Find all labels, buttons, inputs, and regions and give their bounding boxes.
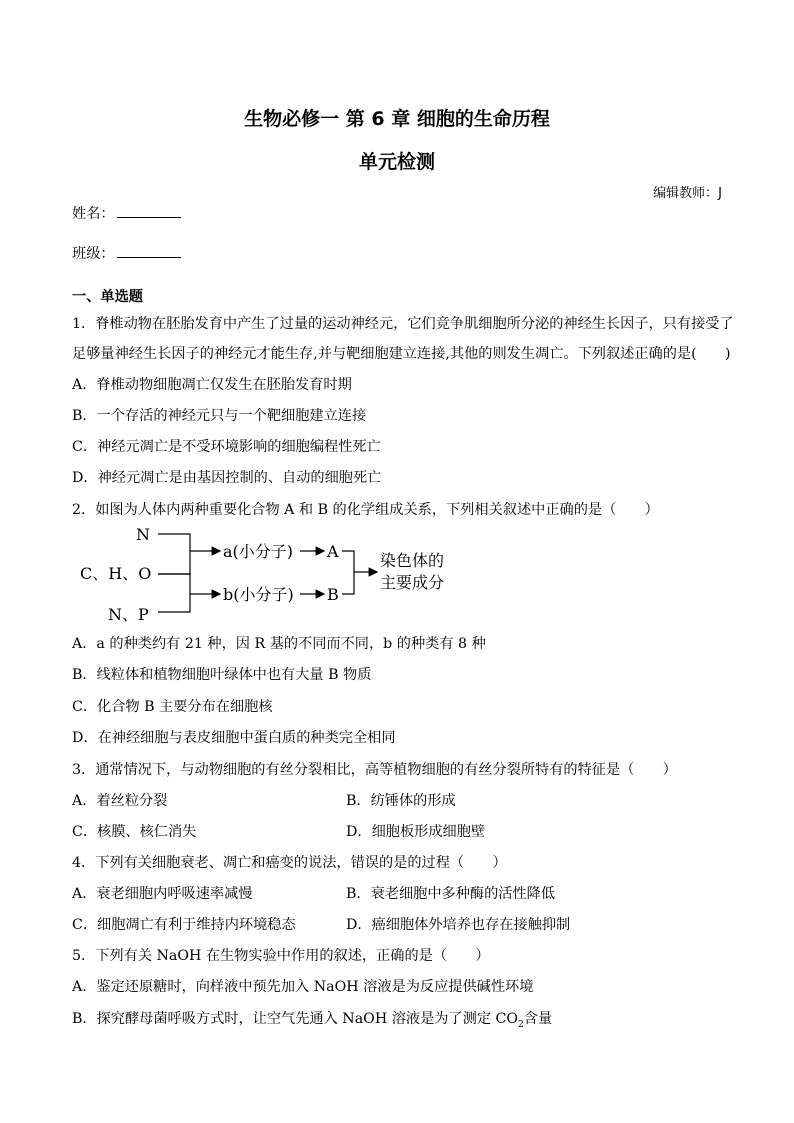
question-1-option-b: B．一个存活的神经元只与一个靶细胞建立连接 [72,408,367,424]
question-3-option-a: A．着丝粒分裂 [72,793,168,809]
class-field-row [72,243,181,263]
question-3-option-c: C．核膜、核仁消失 [72,824,197,840]
question-3-stem: 3．通常情况下，与动物细胞的有丝分裂相比，高等植物细胞的有丝分裂所特有的特征是（ ） [72,762,677,778]
question-5-option-b [72,1008,552,1030]
question-2-option-b: B．线粒体和植物细胞叶绿体中也有大量 B 物质 [72,667,372,683]
name-field-row [72,203,181,223]
question-2-option-c: C．化合物 B 主要分布在细胞核 [72,699,273,715]
name-blank[interactable] [117,205,181,218]
question-1-option-a: A．脊椎动物细胞凋亡仅发生在胚胎发育时期 [72,377,352,393]
editor-credit: 编辑教师：J [653,186,722,201]
question-5-option-a: A．鉴定还原糖时，向样液中预先加入 NaOH 溶液是为反应提供碱性环境 [72,979,534,995]
question-1-option-c: C．神经元凋亡是不受环境影响的细胞编程性死亡 [72,439,381,455]
question-4-option-d: D．癌细胞体外培养也存在接触抑制 [346,917,571,933]
question-2-option-a: A．a 的种类约有 21 种，因 R 基的不同而不同，b 的种类有 8 种 [72,636,486,652]
co2-subscript: 2 [518,1019,524,1030]
page-title: 生物必修一 第 6 章 细胞的生命历程 [244,108,550,130]
molecule-b-label: b(小分子) [223,585,294,604]
question-4-option-c: C．细胞凋亡有利于维持内环境稳态 [72,917,296,933]
result-line2: 主要成分 [380,573,445,592]
question-3-option-d: D．细胞板形成细胞壁 [346,824,486,840]
result-line1: 染色体的 [380,551,445,570]
name-label: 姓名： [72,206,115,222]
section-title: 一、单选题 [72,289,143,305]
question-2-stem: 2．如图为人体内两种重要化合物 A 和 B 的化学组成关系，下列相关叙述中正确的是（ ） [72,502,659,518]
page-subtitle: 单元检测 [358,151,435,173]
element-cho-label: C、H、O [80,564,152,583]
question-1-option-d: D．神经元凋亡是由基因控制的、自动的细胞死亡 [72,470,382,486]
question-4-option-b: B．衰老细胞中多种酶的活性降低 [346,886,556,902]
class-blank[interactable] [117,245,181,258]
upper-bracket [158,534,190,574]
compound-A-label: A [327,542,339,561]
question-5-stem: 5．下列有关 NaOH 在生物实验中作用的叙述，正确的是（ ） [72,948,490,964]
right-bracket [342,551,354,594]
molecule-a-label: a(小分子) [223,542,294,561]
question-1-stem-line2: 足够量神经生长因子的神经元才能生存,并与靶细胞建立连接,其他的则发生凋亡。下列叙述正确的是( ) [72,346,731,362]
question-2-option-d: D．在神经细胞与表皮细胞中蛋白质的种类完全相同 [72,730,396,746]
element-np-label: N、P [108,605,149,624]
lower-bracket [158,574,190,612]
question-5-option-b-tail: 含量 [523,1011,553,1027]
compound-B-label: B [327,585,339,604]
question-3-option-b: B．纺锤体的形成 [346,793,456,809]
element-n-label: N [136,525,150,544]
question-4-stem: 4．下列有关细胞衰老、凋亡和癌变的说法，错误的是的过程（ ） [72,855,507,871]
question-4-option-a: A．衰老细胞内呼吸速率减慢 [72,886,253,902]
class-label: 班级： [72,246,115,262]
question-1-stem-line1: 1．脊椎动物在胚胎发育中产生了过量的运动神经元，它们竞争肌细胞所分泌的神经生长因子，只有接受了 [72,316,734,332]
question-5-option-b-text: B．探究酵母菌呼吸方式时，让空气先通入 NaOH 溶液是为了测定 CO [72,1011,519,1027]
compound-diagram [72,522,472,626]
